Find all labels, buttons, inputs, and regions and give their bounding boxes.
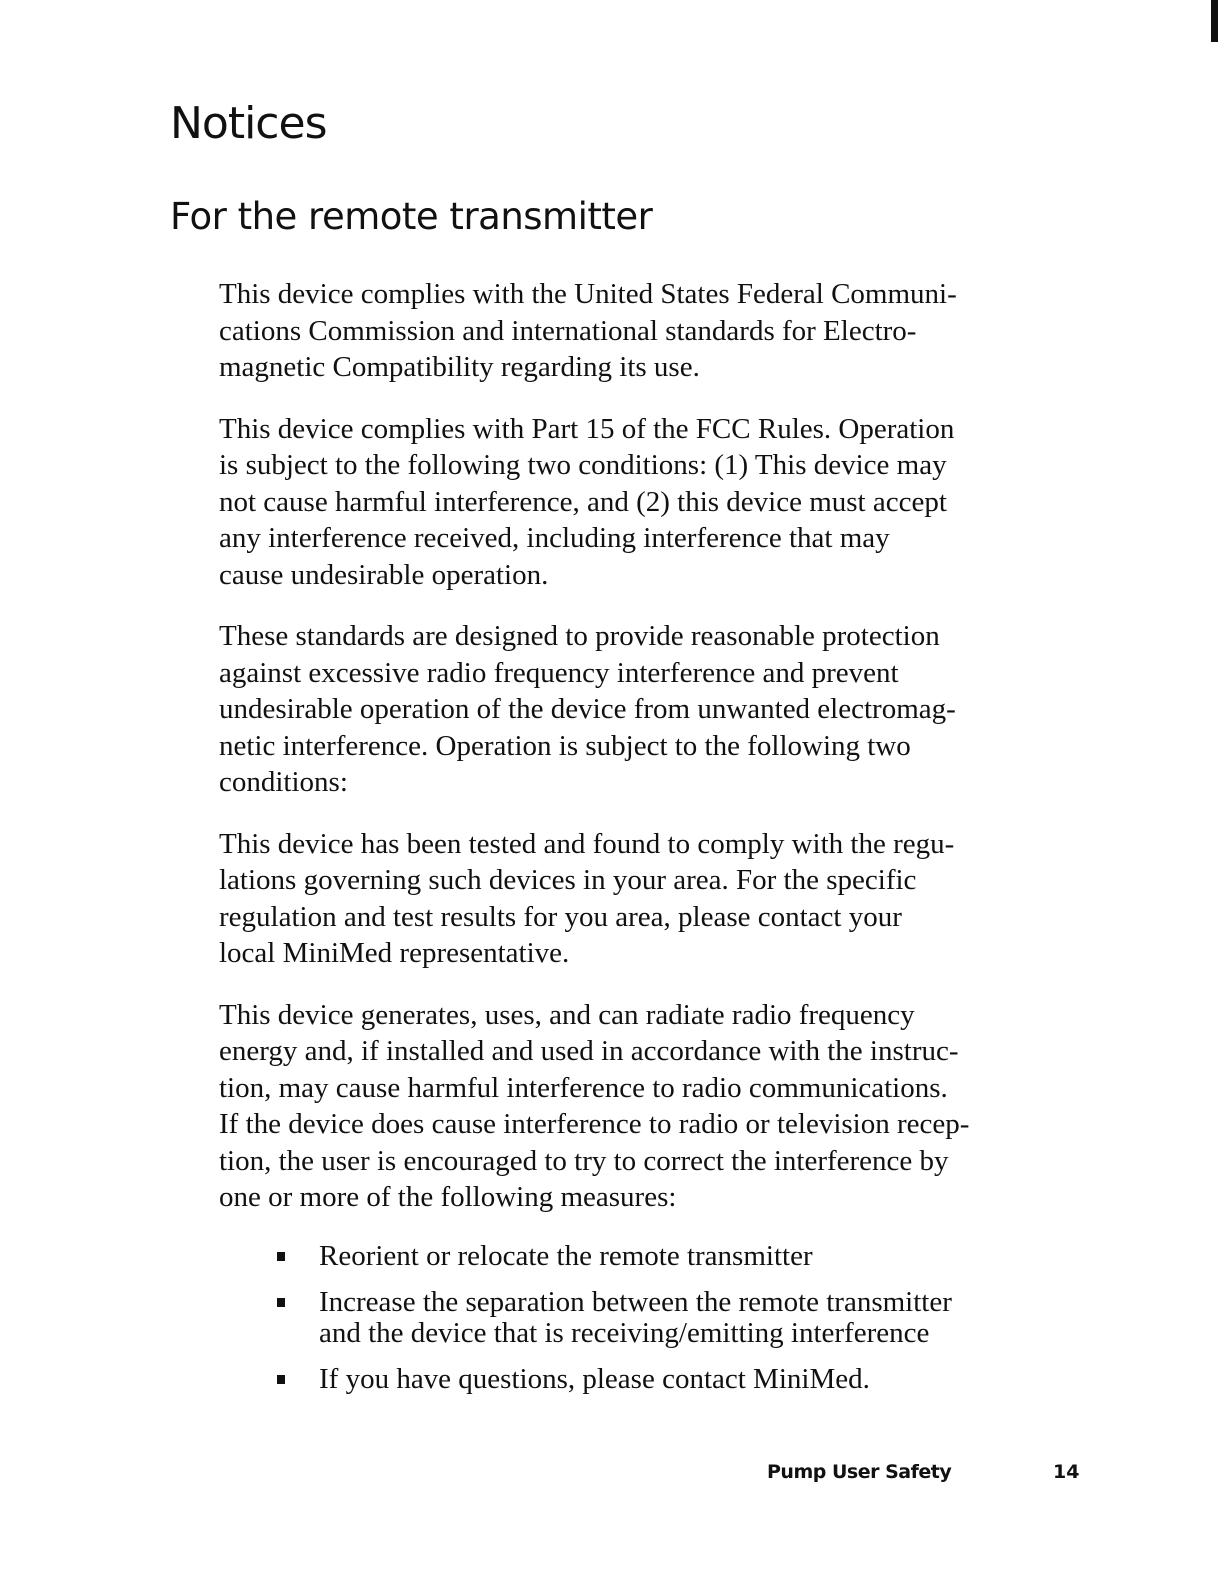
text-line: magnetic Compatibility regarding its use. [219,351,700,383]
document-body [219,276,1034,1410]
text-line: energy and, if installed and used in accordance with the instruc- [219,1035,959,1067]
measures-list [219,1241,1034,1395]
text-line: netic interference. Operation is subject to the following two [219,729,911,762]
text-line: is subject to the following two conditions: (1) This device may [219,449,947,481]
text-line: If the device does cause interference to radio or television recep- [219,1108,970,1140]
footer-section-title: Pump User Safety [767,1461,952,1483]
paragraph-interference [219,997,1034,1216]
page-edge-mark [1211,0,1218,42]
text-line: one or more of the following measures: [219,1181,677,1213]
text-line: If you have questions, please contact MiniMed. [319,1362,870,1395]
paragraph-testing [219,826,1034,972]
text-line: conditions: [219,766,348,798]
text-line: cause undesirable operation. [219,558,549,591]
text-line: and the device that is receiving/emitting interference [319,1316,930,1349]
text-line: not cause harmful interference, and (2) this device must accept [219,485,947,518]
text-line: This device has been tested and found to comply with the regu- [219,827,955,860]
text-line: tion, the user is encouraged to try to correct the interference by [219,1144,949,1177]
text-line: Reorient or relocate the remote transmitter [319,1239,813,1272]
text-line: regulation and test results for you area, please contact your [219,900,902,933]
text-line: Increase the separation between the remote transmitter [319,1285,952,1318]
paragraph-fcc-part-15 [219,411,1034,594]
list-item [219,1287,1034,1349]
section-heading: For the remote transmitter [170,195,653,238]
list-item [219,1364,1034,1395]
text-line: undesirable operation of the device from unwanted electromag- [219,693,956,725]
text-line: This device complies with Part 15 of the FCC Rules. Operation [219,412,955,445]
text-line: These standards are designed to provide reasonable protection [219,620,940,652]
text-line: cations Commission and international standards for Electro- [219,314,917,347]
bullet-icon [277,1298,285,1307]
page-number: 14 [1053,1461,1080,1483]
list-item [219,1241,1034,1272]
text-line: lations governing such devices in your area. For the specific [219,864,917,896]
paragraph-standards [219,618,1034,801]
text-line: local MiniMed representative. [219,937,570,969]
text-line: against excessive radio frequency interference and prevent [219,656,899,689]
text-line: This device generates, uses, and can radiate radio frequency [219,998,915,1031]
text-line: tion, may cause harmful interference to radio communications. [219,1071,948,1104]
paragraph-compliance [219,276,1034,386]
text-line: any interference received, including interference that may [219,522,890,554]
bullet-icon [277,1375,285,1384]
text-line: This device complies with the United States Federal Communi- [219,278,957,310]
page-title: Notices [170,98,327,149]
bullet-icon [277,1252,285,1261]
